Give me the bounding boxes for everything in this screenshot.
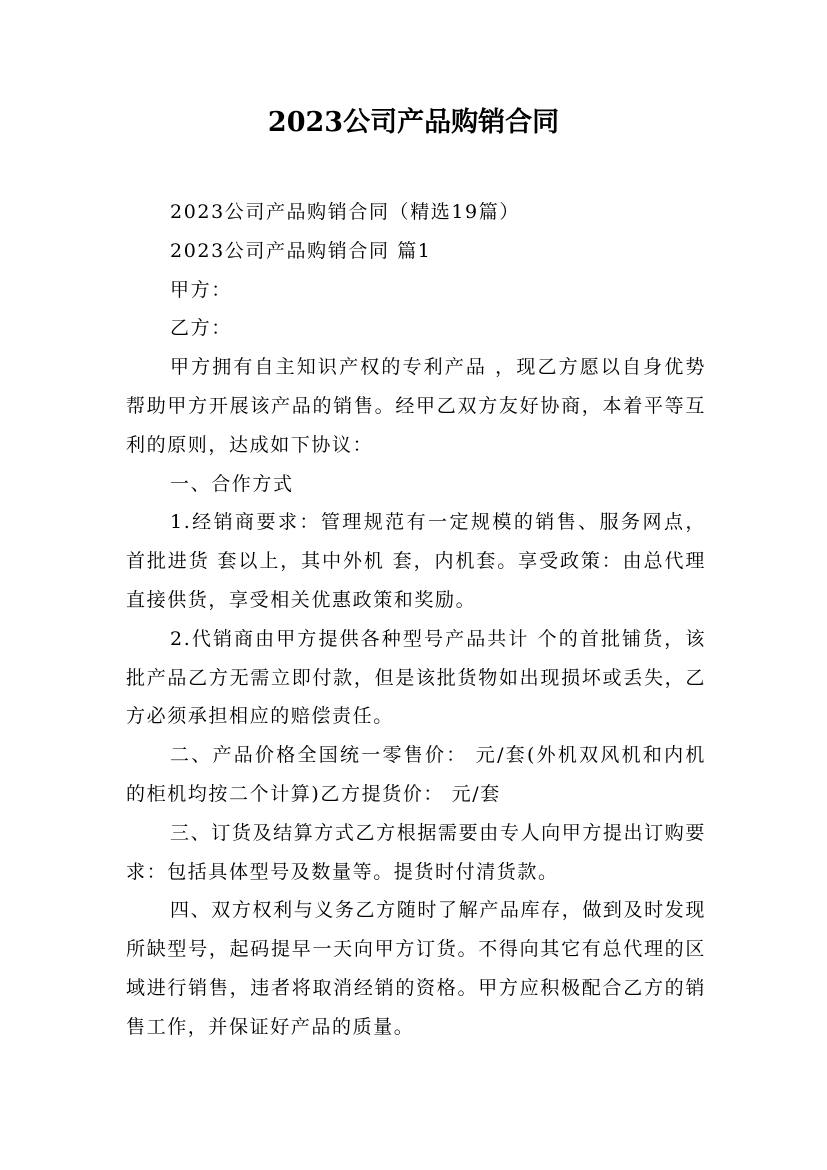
document-body [126, 193, 706, 1047]
paragraph-clause-1-2: 2.代销商由甲方提供各种型号产品共计 个的首批铺货，该批产品乙方无需立即付款，但是该批货物如出现损坏或丢失，乙方必须承担相应的赔偿责任。 [126, 627, 706, 728]
paragraph-section-1-heading: 一、合作方式 [170, 472, 294, 495]
paragraph-section-2: 二、产品价格全国统一零售价： 元/套(外机双风机和内机的柜机均按二个计算)乙方提货价： 元/套 [126, 744, 706, 805]
document-title: 2023公司产品购销合同 [267, 107, 560, 138]
paragraph-party-a: 甲方： [170, 278, 232, 301]
paragraph-clause-1-1: 1.经销商要求：管理规范有一定规模的销售、服务网点，首批进货 套以上，其中外机 套，内机套。享受政策：由总代理直接供货，享受相关优惠政策和奖励。 [126, 511, 706, 611]
paragraph-collection-title: 2023公司产品购销合同（精选19篇） [170, 201, 520, 223]
paragraph-party-b: 乙方： [170, 317, 232, 340]
paragraph-preamble: 甲方拥有自主知识产权的专利产品 ，现乙方愿以自身优势帮助甲方开展该产品的销售。经甲乙双方友好协商，本着平等互利的原则，达成如下协议： [126, 356, 706, 456]
paragraph-chapter-heading: 2023公司产品购销合同 篇1 [170, 239, 432, 262]
paragraph-section-3: 三、订货及结算方式乙方根据需要由专人向甲方提出订购要求：包括具体型号及数量等。提货时付清货款。 [126, 821, 706, 883]
paragraph-section-4: 四、双方权利与义务乙方随时了解产品库存，做到及时发现所缺型号，起码提早一天向甲方订货。不得向其它有总代理的区域进行销售，违者将取消经销的资格。甲方应积极配合乙方的销售工作，并保证好产品的质量。 [126, 899, 706, 1038]
